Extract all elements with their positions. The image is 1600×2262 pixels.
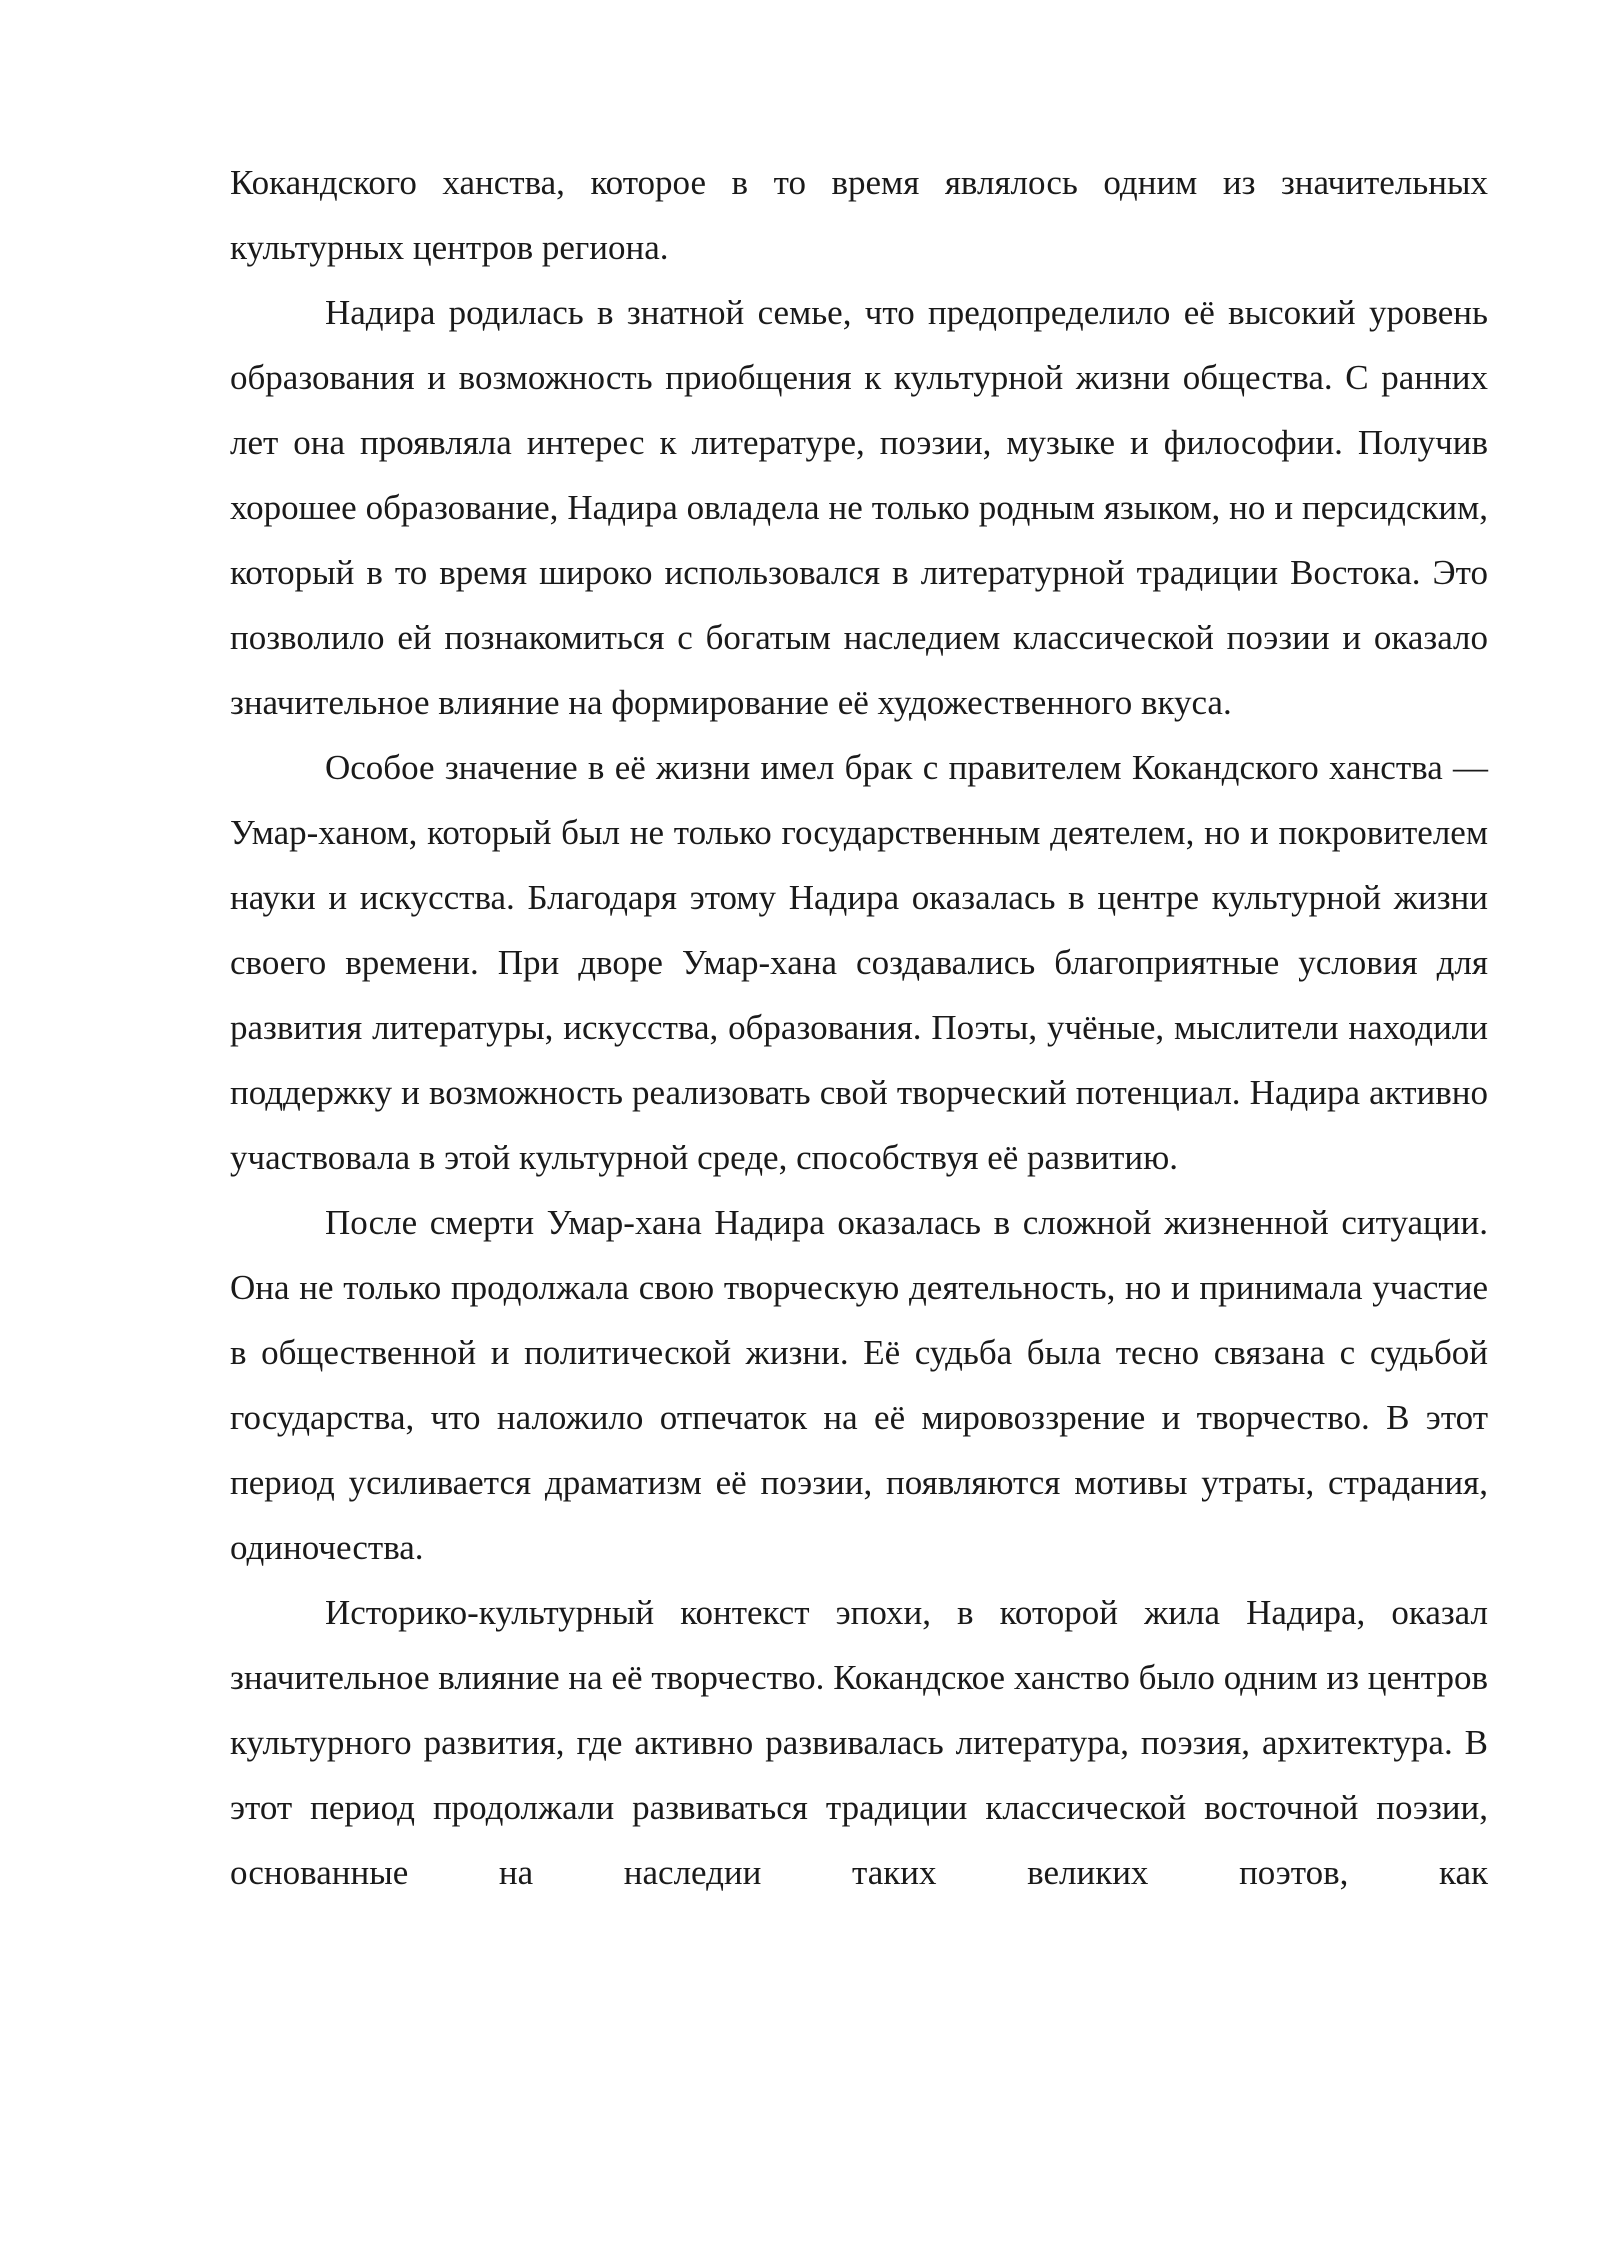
paragraph-historical-context: Историко-культурный контекст эпохи, в которой жила Надира, оказал значительное влияние на её творчество. Кокандское ханство было одним из центров культурного развития, где активно развивалась литература, поэзия, архитектура. В этот период продолжали развиваться традиции классической восточной поэзии, основанные на наследии таких великих поэтов, как: [230, 1593, 1488, 1892]
paragraph-birth-education: Надира родилась в знатной семье, что предопределило её высокий уровень образования и возможность приобщения к культурной жизни общества. С ранних лет она проявляла интерес к литературе, поэзии, музыке и философии. Получив хорошее образование, Надира овладела не только родным языком, но и персидским, который в то время широко использовался в литературной традиции Востока. Это позволило ей познакомиться с богатым наследием классической поэзии и оказало значительное влияние на формирование её художественного вкуса.: [230, 293, 1488, 722]
paragraph-marriage-umar-khan: Особое значение в её жизни имел брак с правителем Кокандского ханства — Умар-ханом, который был не только государственным деятелем, но и покровителем науки и искусства. Благодаря этому Надира оказалась в центре культурной жизни своего времени. При дворе Умар-хана создавались благоприятные условия для развития литературы, искусства, образования. Поэты, учёные, мыслители находили поддержку и возможность реализовать свой творческий потенциал. Надира активно участвовала в этой культурной среде, способствуя её развитию.: [230, 748, 1488, 1177]
paragraph-continuation: Кокандского ханства, которое в то время являлось одним из значительных культурных центров региона.: [230, 163, 1488, 267]
paragraph-after-death: После смерти Умар-хана Надира оказалась в сложной жизненной ситуации. Она не только продолжала свою творческую деятельность, но и принимала участие в общественной и политической жизни. Её судьба была тесно связана с судьбой государства, что наложило отпечаток на её мировоззрение и творчество. В этот период усиливается драматизм её поэзии, появляются мотивы утраты, страдания, одиночества.: [230, 1203, 1488, 1567]
body-text: [230, 150, 1488, 1905]
